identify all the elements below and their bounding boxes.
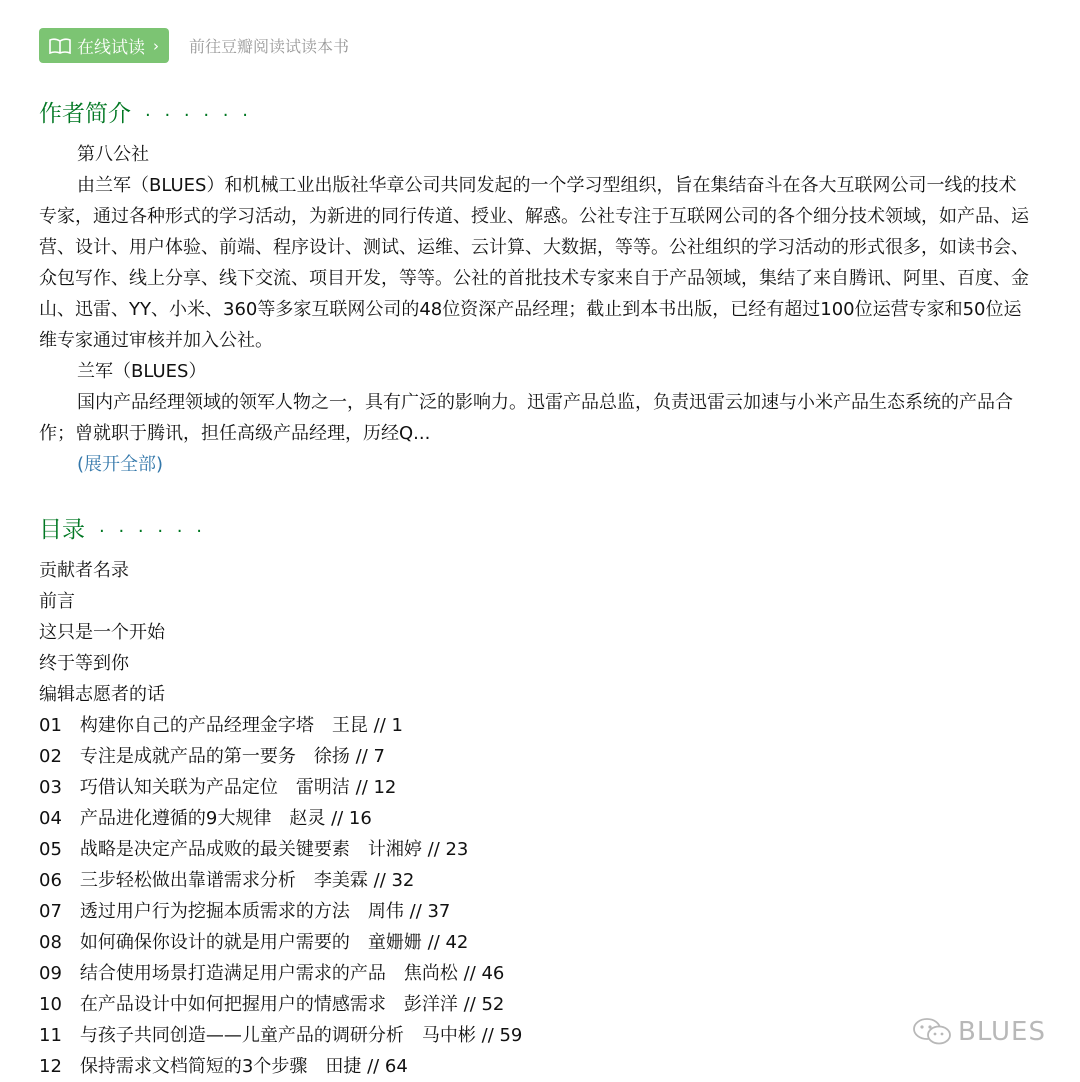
toc-list [39, 555, 1029, 1082]
author-intro [39, 139, 1029, 480]
toc-item: 06 三步轻松做出靠谱需求分析 李美霖 // 32 [39, 870, 415, 891]
author-section-title [39, 99, 252, 131]
toc-item: 07 透过用户行为挖掘本质需求的方法 周伟 // 37 [39, 901, 451, 922]
toc-item: 09 结合使用场景打造满足用户需求的产品 焦尚松 // 46 [39, 963, 505, 984]
toc-item: 01 构建你自己的产品经理金字塔 王昆 // 1 [39, 715, 403, 736]
intro-paragraph: 第八公社 [77, 144, 149, 165]
read-online-hint: 前往豆瓣阅读试读本书 [189, 37, 350, 56]
toc-item: 这只是一个开始 [39, 622, 165, 643]
read-online-row [39, 28, 349, 63]
toc-item: 03 巧借认知关联为产品定位 雷明洁 // 12 [39, 777, 397, 798]
toc-item: 04 产品进化遵循的9大规律 赵灵 // 16 [39, 808, 372, 829]
toc-title-text: 目录 [39, 517, 85, 543]
intro-paragraph: 由兰军（BLUES）和机械工业出版社华章公司共同发起的一个学习型组织，旨在集结奋斗在各大互联网公司一线的技术专家，通过各种形式的学习活动，为新进的同行传道、授业、解惑。公社专注于互联网公司的各个细分技术领域，如产品、运营、设计、用户体验、前端、程序设计、测试、运维、云计算、大数据，等等。公社组织的学习活动的形式很多，如读书会、众包写作、线上分享、线下交流、项目开发，等等。公社的首批技术专家来自于产品领域，集结了来自腾讯、阿里、百度、金山、迅雷、YY、小米、360等多家互联网公司的48位资深产品经理；截止到本书出版，已经有超过100位运营专家和50位运维专家通过审核并加入公社。 [39, 175, 1029, 351]
chevron-right-icon: › [153, 36, 159, 55]
read-online-button[interactable] [39, 28, 169, 63]
toc-item: 终于等到你 [39, 653, 129, 674]
expand-all-link[interactable]: (展开全部) [77, 454, 164, 475]
intro-paragraph: 兰军（BLUES） [77, 361, 207, 382]
toc-item: 08 如何确保你设计的就是用户需要的 童姗姗 // 42 [39, 932, 469, 953]
watermark-text: BLUES [958, 1017, 1046, 1047]
toc-item: 05 战略是决定产品成败的最关键要素 计湘婷 // 23 [39, 839, 469, 860]
toc-item: 11 与孩子共同创造——儿童产品的调研分析 马中彬 // 59 [39, 1025, 523, 1046]
toc-item: 贡献者名录 [39, 560, 129, 581]
toc-item: 编辑志愿者的话 [39, 684, 165, 705]
read-online-label: 在线试读 [77, 38, 145, 58]
author-title-text: 作者简介 [39, 101, 131, 127]
toc-title-dots: · · · · · · [99, 521, 206, 542]
intro-paragraph: 国内产品经理领域的领军人物之一，具有广泛的影响力。迅雷产品总监，负责迅雷云加速与小米产品生态系统的产品合作；曾就职于腾讯，担任高级产品经理，历经Q... [39, 392, 1013, 444]
toc-section-title [39, 515, 206, 547]
author-title-dots: · · · · · · [145, 105, 252, 126]
toc-item: 前言 [39, 591, 75, 612]
toc-item: 12 保持需求文档简短的3个步骤 田捷 // 64 [39, 1056, 408, 1077]
toc-item: 10 在产品设计中如何把握用户的情感需求 彭洋洋 // 52 [39, 994, 505, 1015]
toc-item: 02 专注是成就产品的第一要务 徐扬 // 7 [39, 746, 385, 767]
wechat-icon [912, 1016, 952, 1048]
watermark [912, 1016, 1046, 1048]
book-icon [49, 38, 71, 54]
